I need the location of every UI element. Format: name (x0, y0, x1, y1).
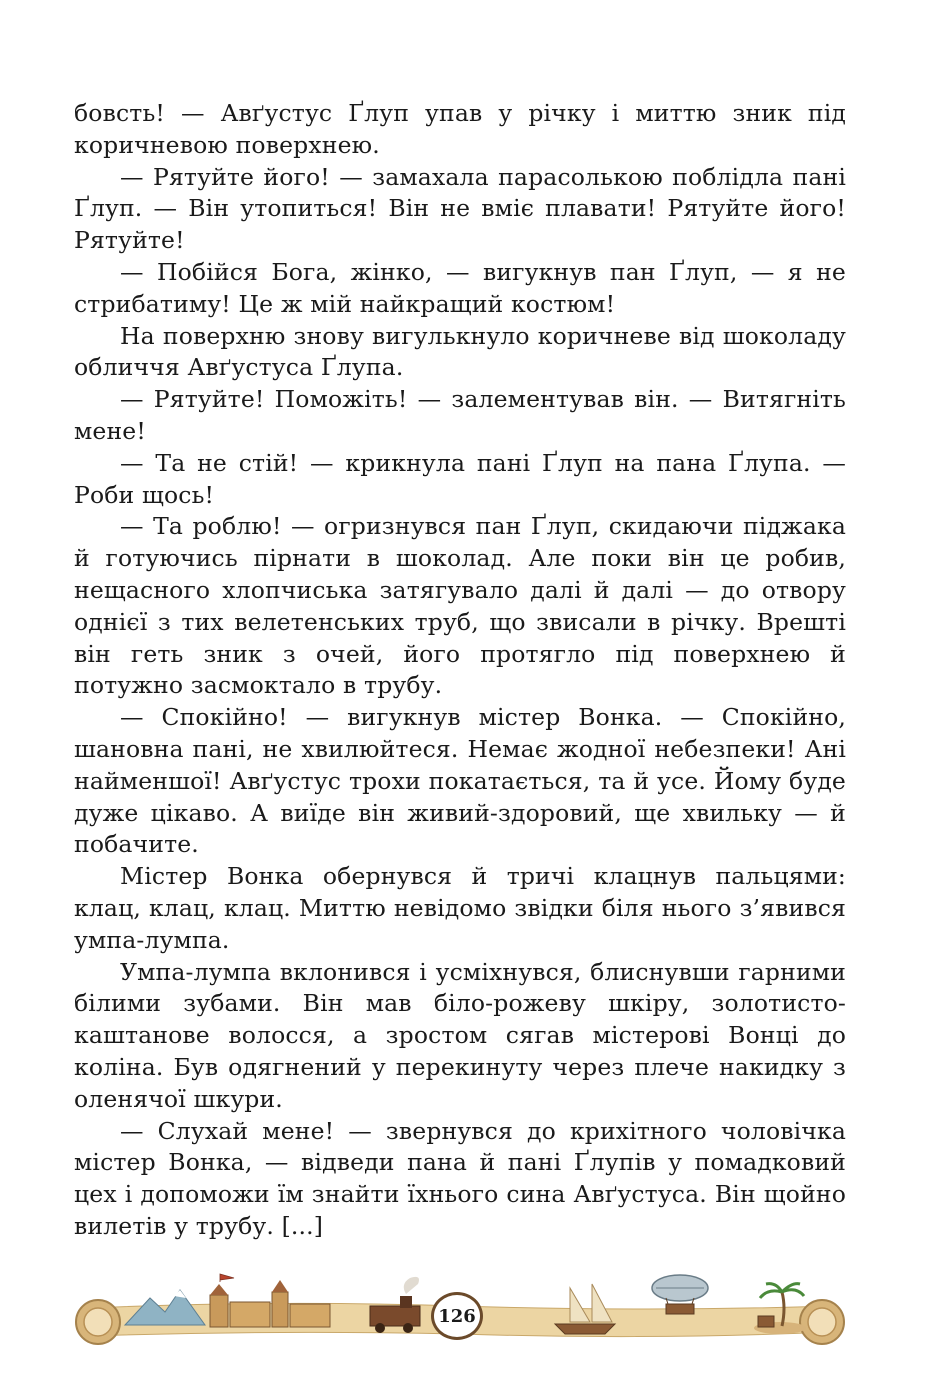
paragraph: Містер Вонка обернувся й тричі клацнув пальцями: клац, клац, клац. Миттю невідомо звідки біля нього з’явився умпа-лумпа. (74, 862, 846, 954)
paragraph-continuation: бовсть! — Авґустус Ґлуп упав у річку і миттю зник під коричневою поверхнею. (74, 99, 846, 159)
paragraph: — Та не стій! — крикнула пані Ґлуп на пана Ґлупа. — Роби щось! (74, 448, 846, 509)
page-number: 126 (431, 1292, 483, 1340)
paragraph: — Слухай мене! — звернувся до крихітного чоловічка містер Вонка, — відведи пана й пані Ґлупів у помадковий цех і допоможи їм знайти їхнього сина Авґустуса. Він щойно вилетів у трубу. [...] (74, 1116, 846, 1240)
paragraph: Умпа-лумпа вклонився і усміхнувся, блиснувши гарними білими зубами. Він мав біло-рожеву шкіру, золотисто-каштанове волосся, а зростом сягав містерові Вонці до коліна. Був одягнений у перекинуту через плече накидку з оленячої шкури. (74, 957, 846, 1113)
paragraph: — Спокійно! — вигукнув містер Вонка. — Спокійно, шановна пані, не хвилюйтеся. Немає жодної небезпеки! Ані найменшої! Авґустус трохи покатається, та й усе. Йому буде дуже цікаво. А виїде він живий-здоровий, ще хвильку — й побачите. (74, 703, 846, 859)
paragraph: — Та роблю! — огризнувся пан Ґлуп, скидаючи піджака й готуючись пірнати в шоколад. Але поки він це робив, нещасного хлопчиська затягувало далі й далі — до отвору однієї з тих велетенських труб, що звисали в річку. Врешті він геть зник з очей, його протягло під поверхнею й потужно засмоктало в трубу. (74, 512, 846, 700)
page-body (74, 98, 846, 1243)
paragraph: — Побійся Бога, жінко, — вигукнув пан Ґлуп, — я не стрибатиму! Це ж мій найкращий костюм! (74, 257, 846, 318)
paragraph: На поверхню знову вигулькнуло коричневе від шоколаду обличчя Авґустуса Ґлупа. (74, 321, 846, 382)
paragraph: — Рятуйте його! — замахала парасолькою поблідла пані Ґлуп. — Він утопиться! Він не вміє плавати! Рятуйте його! Рятуйте! (74, 162, 846, 255)
paragraph: — Рятуйте! Поможіть! — залементував він. — Витягніть мене! (74, 385, 846, 445)
